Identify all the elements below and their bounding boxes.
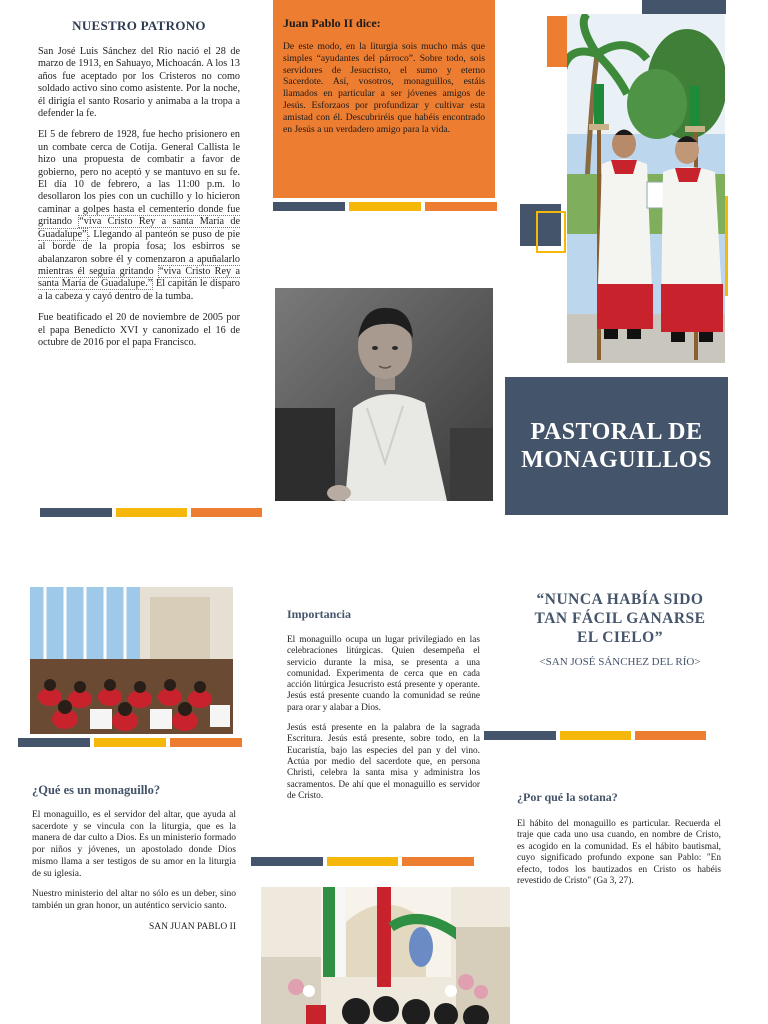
importance-title: Importancia — [287, 607, 351, 621]
decor-gold-outline — [536, 211, 566, 253]
congregation-photo — [30, 587, 233, 734]
cover-title-line-1: PASTORAL DE — [530, 419, 703, 445]
importance-paragraph-1: El monaguillo ocupa un lugar privilegiado en las celebraciones litúrgicas. Quien desempeña el servicio durante la misa, se presenta a una comunidad. Experimenta de cerca que en cada acción litúrgica Jesucristo está presente y operante. Jesús está presente cuando la comunidad se reúne para orar y alabar a Dios. — [287, 635, 480, 713]
what-body — [32, 810, 236, 913]
importance-body — [287, 635, 480, 802]
patron-paragraph-2: El 5 de febrero de 1928, fue hecho prisionero en un combate cerca de Cotija. General Callista le hizo una propuesta de combatir a favor de gobierno, pero no aceptó y se mantuvo en su fe. El día 10 de febrero, a las 11:00 p.m. lo desollaron los pies con un cuchillo y lo hicieron caminar a golpes hasta el cementerio donde fue gritando “viva Cristo Rey a santa María de Guadalupe”. Llegando al panteón se puso de pie al borde de la propia fosa; los esbirros se abalanzaron sobre él y comenzaron a apuñalarlo mientras él seguía gritando “viva Cristo Rey a santa María de Guadalupe.” El capitán le disparo a la cabeza y cayó dentro de la tumba. — [38, 129, 240, 302]
saint-photo — [275, 288, 493, 501]
decor-bars-1 — [273, 202, 497, 211]
patron-paragraph-1: San José Luis Sánchez del Rio nació el 28 de marzo de 1913, en Sahuayo, Michoacán. A los 13 años fue aceptado por los Cristeros no como soldado activo sino como asistente. Por la noche, él dirigía el santo Rosario y animaba a la tropa a defender la fe. — [38, 46, 240, 120]
cover-title-box — [505, 377, 728, 515]
saint-quote — [512, 590, 728, 668]
cassock-body: El hábito del monaguillo es particular. Recuerda el traje que cada uno usa cuando, en nombre de Cristo, es acogido en la comunidad. Es el hábito bautismal, cuyo significado profundo expone san Pablo: "En efecto, todos los bautizados en Cristo os habéis revestido de Cristo" (Ga 3, 27). — [517, 819, 721, 887]
patron-title: NUESTRO PATRONO — [72, 18, 206, 33]
decor-orange-block — [547, 16, 567, 67]
patron-section — [38, 18, 240, 358]
what-section — [32, 783, 236, 932]
quote-line-3: EL CIELO” — [577, 629, 663, 646]
decor-bars-3 — [18, 738, 242, 747]
cassock-section — [517, 790, 721, 887]
patron-quote-1: “viva Cristo Rey a santa María de Guadalupe” — [38, 216, 240, 240]
decor-gold-line — [725, 196, 728, 296]
patron-body — [38, 46, 240, 349]
decor-bars-4 — [251, 857, 474, 866]
decor-top-navy — [642, 0, 726, 14]
church-photo — [261, 887, 510, 1024]
importance-paragraph-2: Jesús está presente en la palabra de la sagrada Escritura. Jesús está presente, sobre todo, en la Eucaristía, bajo las especies del pan y del vino. Actúa por medio del sacerdote que, en persona Christi, celebra la santa misa y administra los sacramentos. De ahí que el monaguillo es servidor de Cristo. — [287, 723, 480, 801]
patron-quote-2: “viva Cristo Rey a santa María de Guadalupe.” — [38, 265, 240, 290]
what-paragraph-2: Nuestro ministerio del altar no sólo es un deber, sino también un gran honor, un auténtico servicio santo. — [32, 889, 236, 911]
cover-title-line-2: MONAGUILLOS — [521, 447, 712, 473]
quote-line-1: “NUNCA HABÍA SIDO — [536, 591, 704, 608]
what-title: ¿Qué es un monaguillo? — [32, 783, 161, 797]
what-paragraph-1: El monaguillo, es el servidor del altar, que ayuda al sacerdote y se vincula con la liturgia, que es la manera de dar culto a Dios. Es un ministerio formado por niños y jóvenes, un apostolado donde Dios mismo llama a ser testigos de su amor en la liturgia de su iglesia. — [32, 810, 236, 879]
quote-author: <SAN JOSÉ SÁNCHEZ DEL RÍO> — [539, 656, 701, 668]
quote-line-2: TAN FÁCIL GANARSE — [534, 610, 706, 627]
altar-servers-photo — [567, 14, 725, 363]
jp2-text: De este modo, en la liturgia sois mucho más que simples “ayudantes del párroco”. Sobre todo, sois servidores de Jesucristo, el sumo y eterno Sacerdote. Así, vosotros, monaguillos, estáis llamados en particular a ser jóvenes amigos de Jesús. Esforzaos por profundizar y cultivar esta amistad con él. Descubriréis que habéis encontrado en Jesús a un verdadero amigo para la vida. — [283, 41, 485, 135]
importance-section — [287, 607, 480, 811]
patron-paragraph-3: Fue beatificado el 20 de noviembre de 2005 por el papa Benedicto XVI y canonizado el 16 de octubre de 2016 por el papa Francisco. — [38, 312, 240, 348]
what-signature: SAN JUAN PABLO II — [148, 921, 236, 932]
decor-bars-2 — [40, 508, 262, 517]
decor-bars-5 — [484, 731, 706, 740]
jp2-title: Juan Pablo II dice: — [283, 16, 381, 30]
jp2-box — [273, 0, 495, 198]
cassock-title: ¿Por qué la sotana? — [517, 790, 618, 804]
